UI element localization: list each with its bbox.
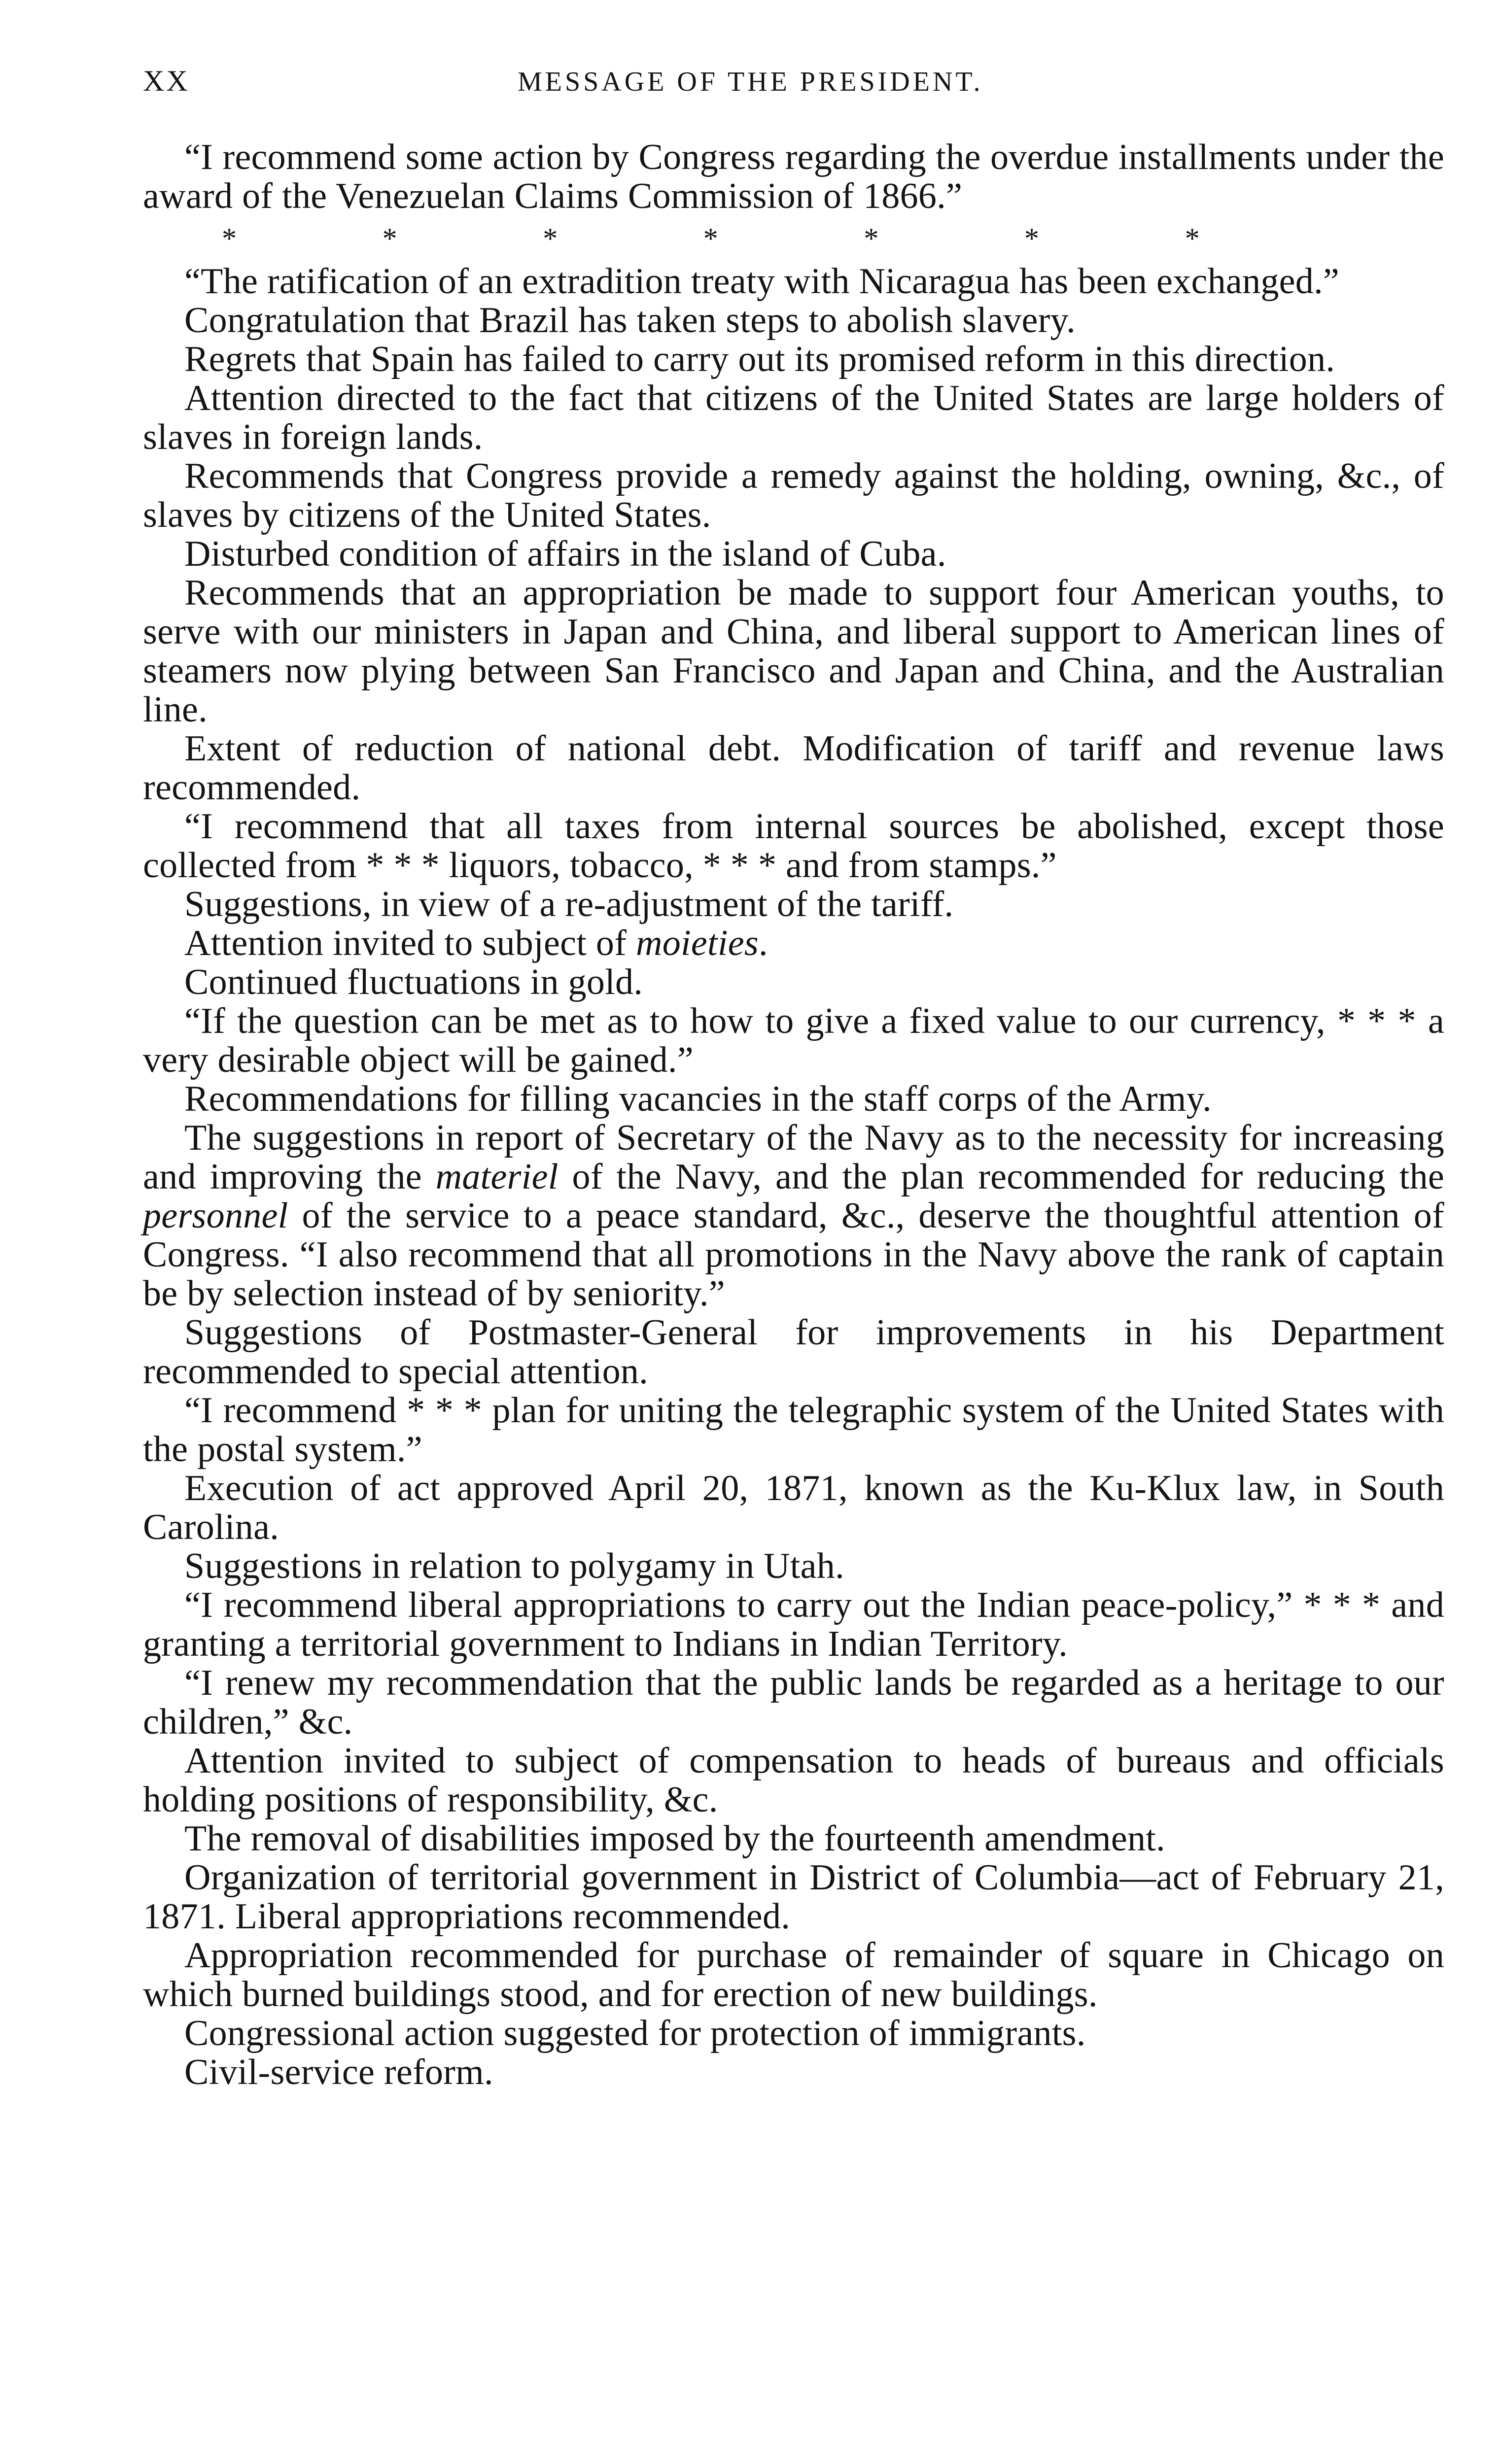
text-run: of the service to a peace standard, &c., deserve the thoughtful attention of Congress. “I also recommend that all promotions in the Navy above the rank of captain be by selection instead of by seniority.” xyxy=(143,1196,1444,1314)
paragraph: Extent of reduction of national debt. Modification of tariff and revenue laws recommended. xyxy=(143,728,1444,808)
text-run: of the Navy, and the plan recommended for reducing the xyxy=(558,1157,1444,1197)
paragraph: Execution of act approved April 20, 1871, known as the Ku-Klux law, in South Carolina. xyxy=(143,1468,1444,1547)
paragraph xyxy=(143,1119,1444,1313)
paragraph xyxy=(143,924,1444,963)
page-header xyxy=(143,64,1444,123)
italic-term: materiel xyxy=(435,1157,559,1197)
paragraph: “If the question can be met as to how to give a fixed value to our currency, * * * a very desirable object will be gained.” xyxy=(143,1001,1444,1080)
running-head: MESSAGE OF THE PRESIDENT. xyxy=(518,67,983,97)
document-page xyxy=(143,64,1444,2092)
paragraph: Recommendations for filling vacancies in the staff corps of the Army. xyxy=(184,1079,1212,1119)
paragraph: Recommends that an appropriation be made to support four American youths, to serve with our ministers in Japan and China, and liberal support to American lines of steamers now plying between San Francisco and Japan and China, and the Australian line. xyxy=(143,573,1444,730)
paragraph: Appropriation recommended for purchase of remainder of square in Chicago on which burned buildings stood, and for erection of new buildings. xyxy=(143,1935,1444,2015)
text-run: Attention invited to subject of xyxy=(184,923,636,963)
paragraph: Suggestions, in view of a re-adjustment of the tariff. xyxy=(184,884,954,924)
paragraph: Attention invited to subject of compensation to heads of bureaus and officials holding positions of responsibility, &c. xyxy=(143,1741,1444,1820)
paragraph: Attention directed to the fact that citizens of the United States are large holders of slaves in foreign lands. xyxy=(143,378,1444,457)
text-run: . xyxy=(758,923,768,963)
paragraph: “I recommend that all taxes from internal sources be abolished, except those collected from * * * liquors, tobacco, * * * and from stamps.” xyxy=(143,806,1444,886)
paragraph: Regrets that Spain has failed to carry out its promised reform in this direction. xyxy=(184,339,1335,379)
asterisk-ellipsis: * * * * * * * xyxy=(222,222,1200,255)
paragraph: Congratulation that Brazil has taken steps to abolish slavery. xyxy=(184,300,1076,341)
paragraph: Suggestions of Postmaster-General for improvements in his Department recommended to special attention. xyxy=(143,1312,1444,1392)
paragraph: Recommends that Congress provide a remedy against the holding, owning, &c., of slaves by citizens of the United States. xyxy=(143,456,1444,535)
italic-term: personnel xyxy=(143,1196,288,1236)
text-run: The suggestions in report of Secretary of the Navy as to the necessity for increasing and improving the xyxy=(143,1118,1444,1197)
page-number: XX xyxy=(143,65,190,97)
paragraph: The removal of disabilities imposed by the fourteenth amendment. xyxy=(184,1818,1165,1859)
paragraph: Suggestions in relation to polygamy in Utah. xyxy=(184,1546,844,1586)
paragraph: Disturbed condition of affairs in the island of Cuba. xyxy=(184,534,946,574)
paragraph: Organization of territorial government in District of Columbia—act of February 21, 1871. Liberal appropriations recommended. xyxy=(143,1857,1444,1937)
paragraph: Continued fluctuations in gold. xyxy=(184,962,643,1002)
italic-term: moieties xyxy=(635,923,759,963)
paragraph: “The ratification of an extradition treaty with Nicaragua has been exchanged.” xyxy=(184,261,1340,302)
paragraph: Civil-service reform. xyxy=(184,2052,493,2092)
paragraph: “I recommend liberal appropriations to carry out the Indian peace-policy,” * * * and granting a territorial government to Indians in Indian Territory. xyxy=(143,1585,1444,1664)
paragraph: “I renew my recommendation that the public lands be regarded as a heritage to our children,” &c. xyxy=(143,1663,1444,1742)
paragraph: Congressional action suggested for protection of immigrants. xyxy=(184,2013,1086,2053)
paragraph: “I recommend some action by Congress regarding the overdue installments under the award of the Venezuelan Claims Commission of 1866.” xyxy=(143,137,1444,216)
body-text xyxy=(143,138,1444,2092)
paragraph: “I recommend * * * plan for uniting the telegraphic system of the United States with the postal system.” xyxy=(143,1390,1444,1470)
